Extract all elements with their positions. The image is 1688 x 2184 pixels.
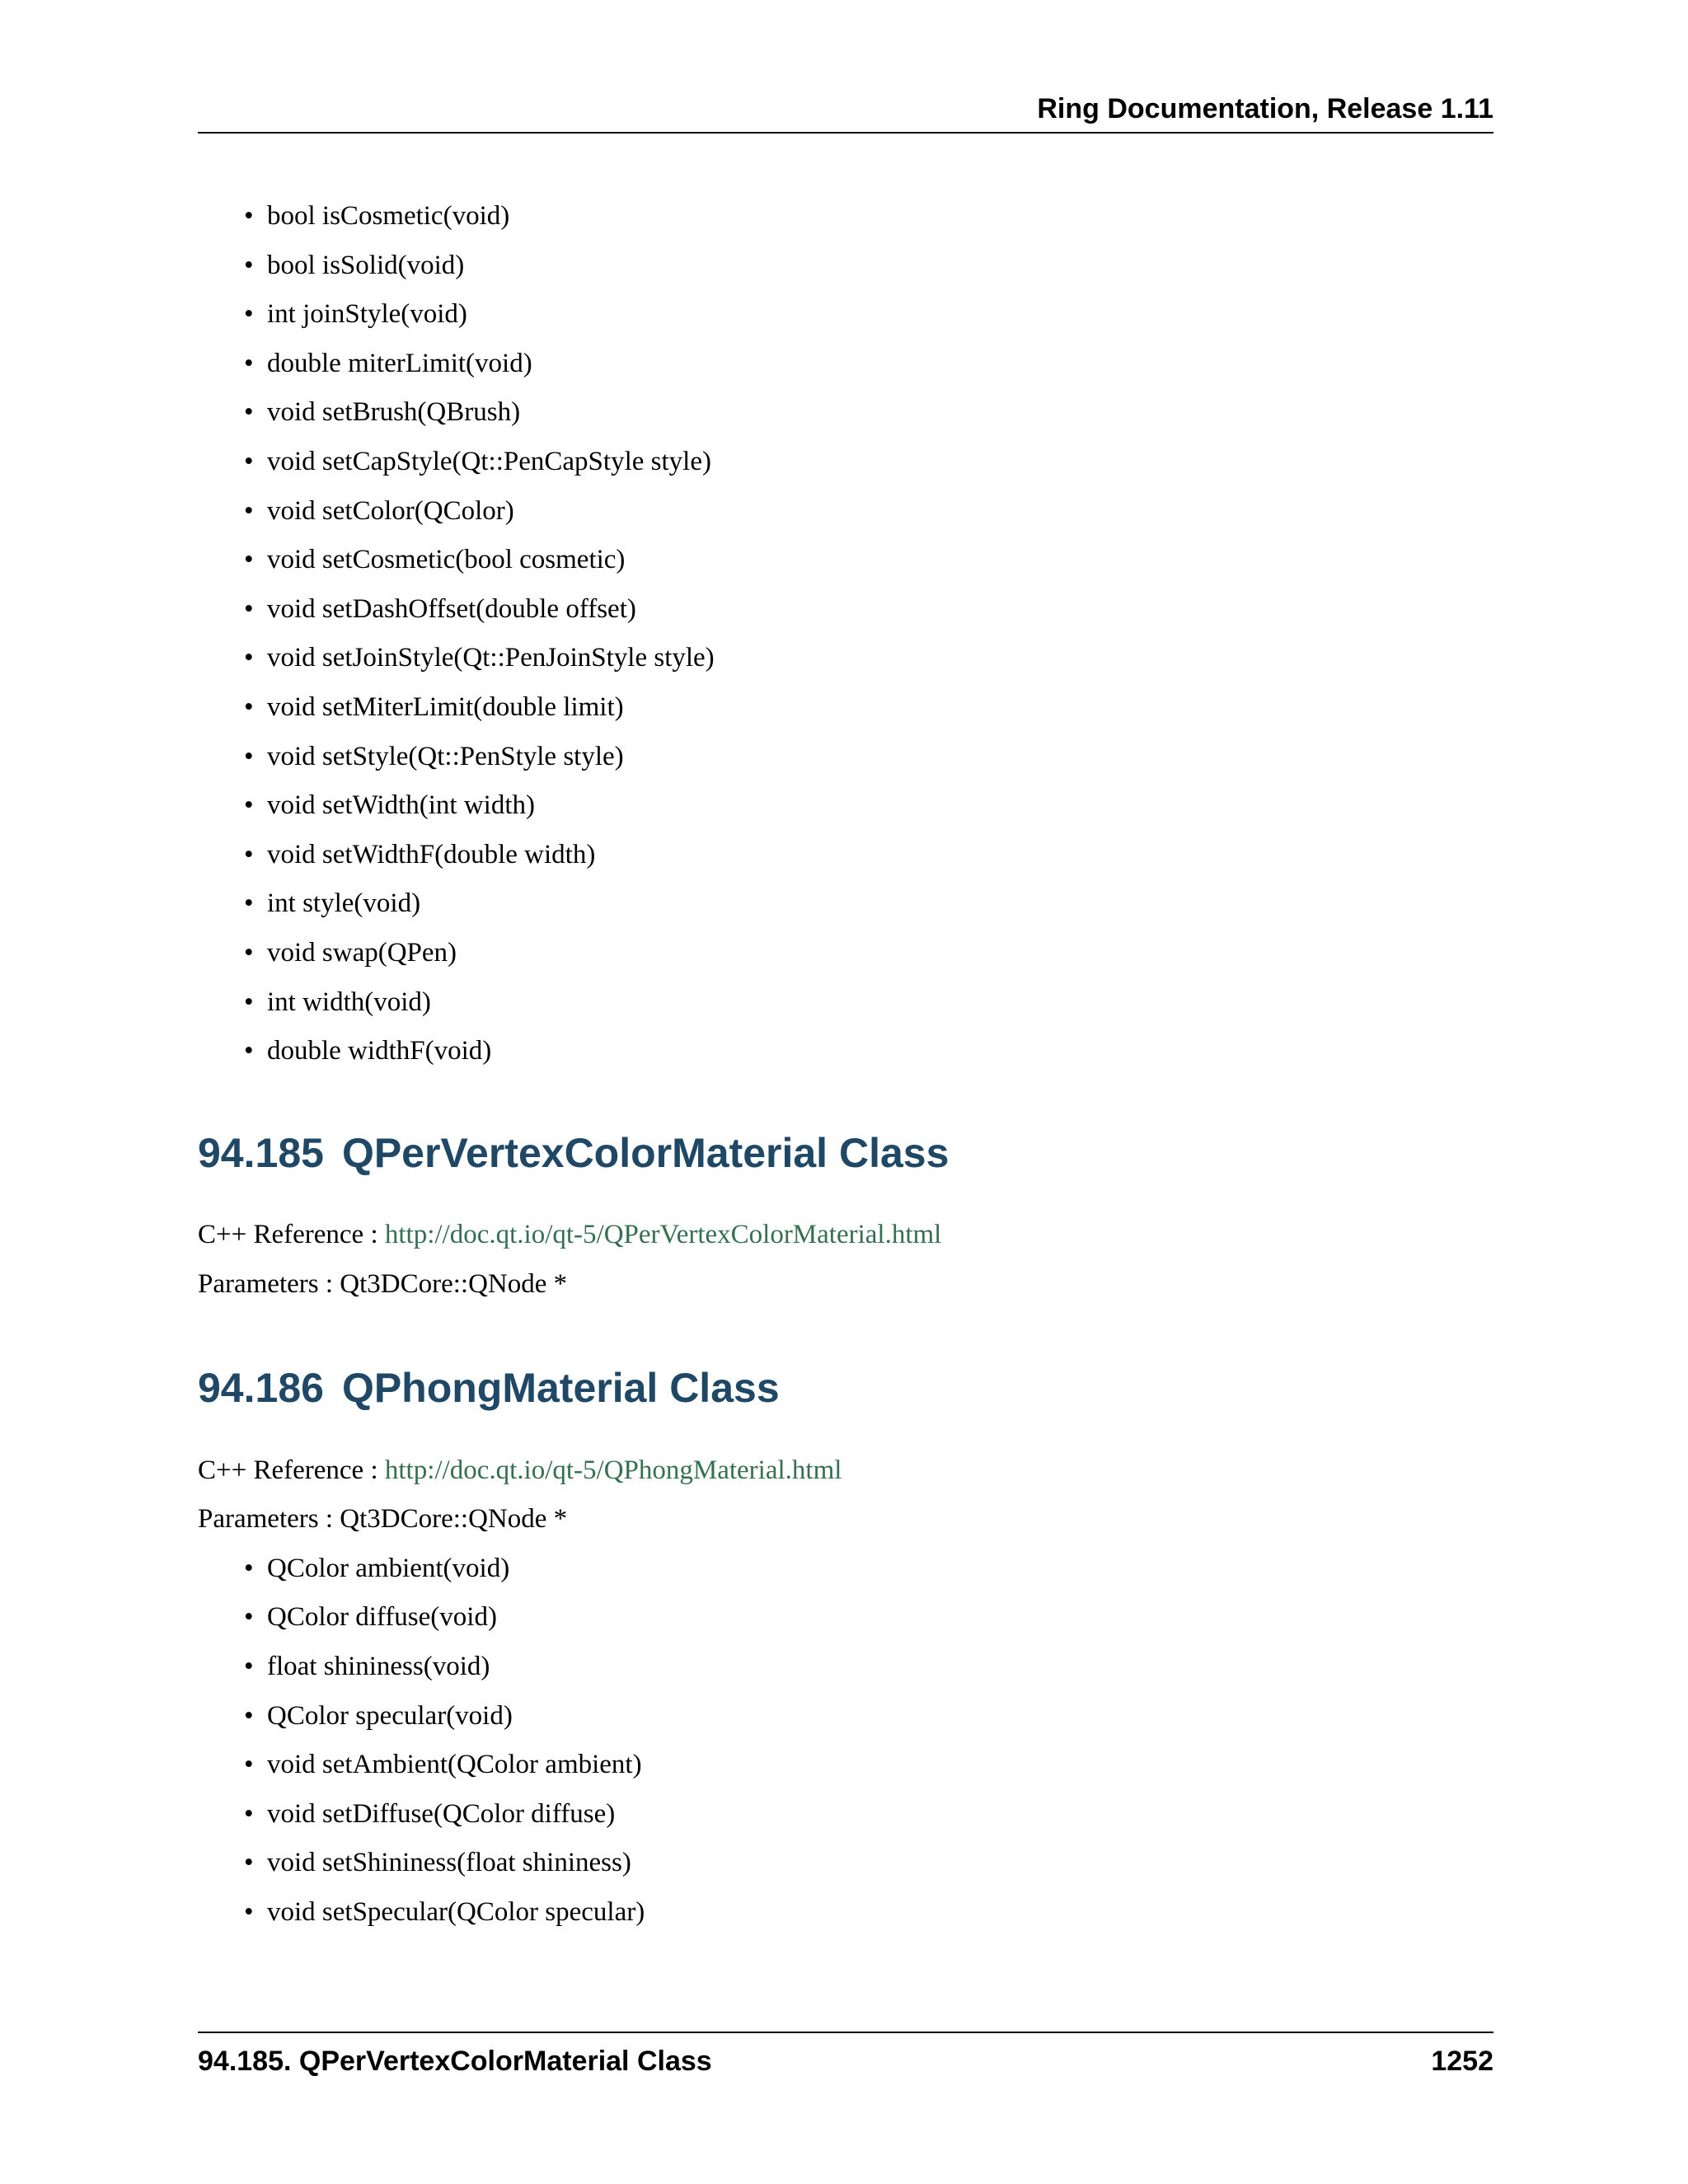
section-heading-qpervertexcolormaterial: [198, 1128, 949, 1178]
section-number: 94.186: [198, 1365, 324, 1411]
list-item: • QColor specular(void): [267, 1699, 513, 1732]
list-item: • void setJoinStyle(Qt::PenJoinStyle style): [267, 641, 715, 674]
list-item: • void setStyle(Qt::PenStyle style): [267, 740, 624, 773]
list-item: • void setCapStyle(Qt::PenCapStyle style): [267, 445, 711, 478]
cpp-reference-label: C++ Reference :: [198, 1455, 385, 1485]
list-item: • void setDashOffset(double offset): [267, 593, 636, 626]
parameters-line: Parameters : Qt3DCore::QNode *: [198, 1504, 568, 1534]
list-item: • QColor diffuse(void): [267, 1601, 497, 1633]
list-item: • bool isCosmetic(void): [267, 199, 509, 232]
list-item: • void setDiffuse(QColor diffuse): [267, 1797, 615, 1830]
cpp-reference-link[interactable]: http://doc.qt.io/qt-5/QPhongMaterial.html: [384, 1455, 842, 1485]
footer-section-title: 94.185. QPerVertexColorMaterial Class: [198, 2046, 712, 2077]
parameters-line: Parameters : Qt3DCore::QNode *: [198, 1269, 568, 1299]
cpp-reference-link[interactable]: http://doc.qt.io/qt-5/QPerVertexColorMaterial.html: [384, 1220, 942, 1249]
list-item: • void setBrush(QBrush): [267, 396, 520, 429]
list-item: • void setMiterLimit(double limit): [267, 691, 624, 724]
list-item: • int joinStyle(void): [267, 298, 467, 330]
list-item: • void setWidthF(double width): [267, 838, 595, 871]
cpp-reference-line: [198, 1218, 941, 1251]
list-item: • void setAmbient(QColor ambient): [267, 1748, 642, 1781]
page-header: [198, 92, 1493, 134]
list-item: • void setCosmetic(bool cosmetic): [267, 543, 625, 576]
page-footer: [198, 2032, 1493, 2083]
list-item: • void setColor(QColor): [267, 494, 514, 527]
section-title: QPerVertexColorMaterial Class: [341, 1130, 950, 1176]
list-item: • bool isSolid(void): [267, 249, 464, 282]
page-number: 1252: [1431, 2046, 1493, 2077]
list-item: • double miterLimit(void): [267, 347, 532, 380]
list-item: • double widthF(void): [267, 1034, 491, 1067]
section-title: QPhongMaterial Class: [341, 1365, 780, 1411]
header-title: Ring Documentation, Release 1.11: [1037, 93, 1493, 124]
list-item: • void setWidth(int width): [267, 789, 535, 822]
list-item: • void swap(QPen): [267, 936, 457, 969]
list-item: • float shininess(void): [267, 1650, 490, 1683]
list-item: • void setShininess(float shininess): [267, 1846, 631, 1879]
list-item: • QColor ambient(void): [267, 1552, 509, 1585]
cpp-reference-label: C++ Reference :: [198, 1220, 385, 1249]
cpp-reference-line: [198, 1454, 842, 1487]
section-number: 94.185: [198, 1130, 324, 1176]
list-item: • int style(void): [267, 887, 420, 920]
list-item: • int width(void): [267, 986, 431, 1019]
section-heading-qphongmaterial: [198, 1363, 780, 1413]
list-item: • void setSpecular(QColor specular): [267, 1896, 645, 1929]
